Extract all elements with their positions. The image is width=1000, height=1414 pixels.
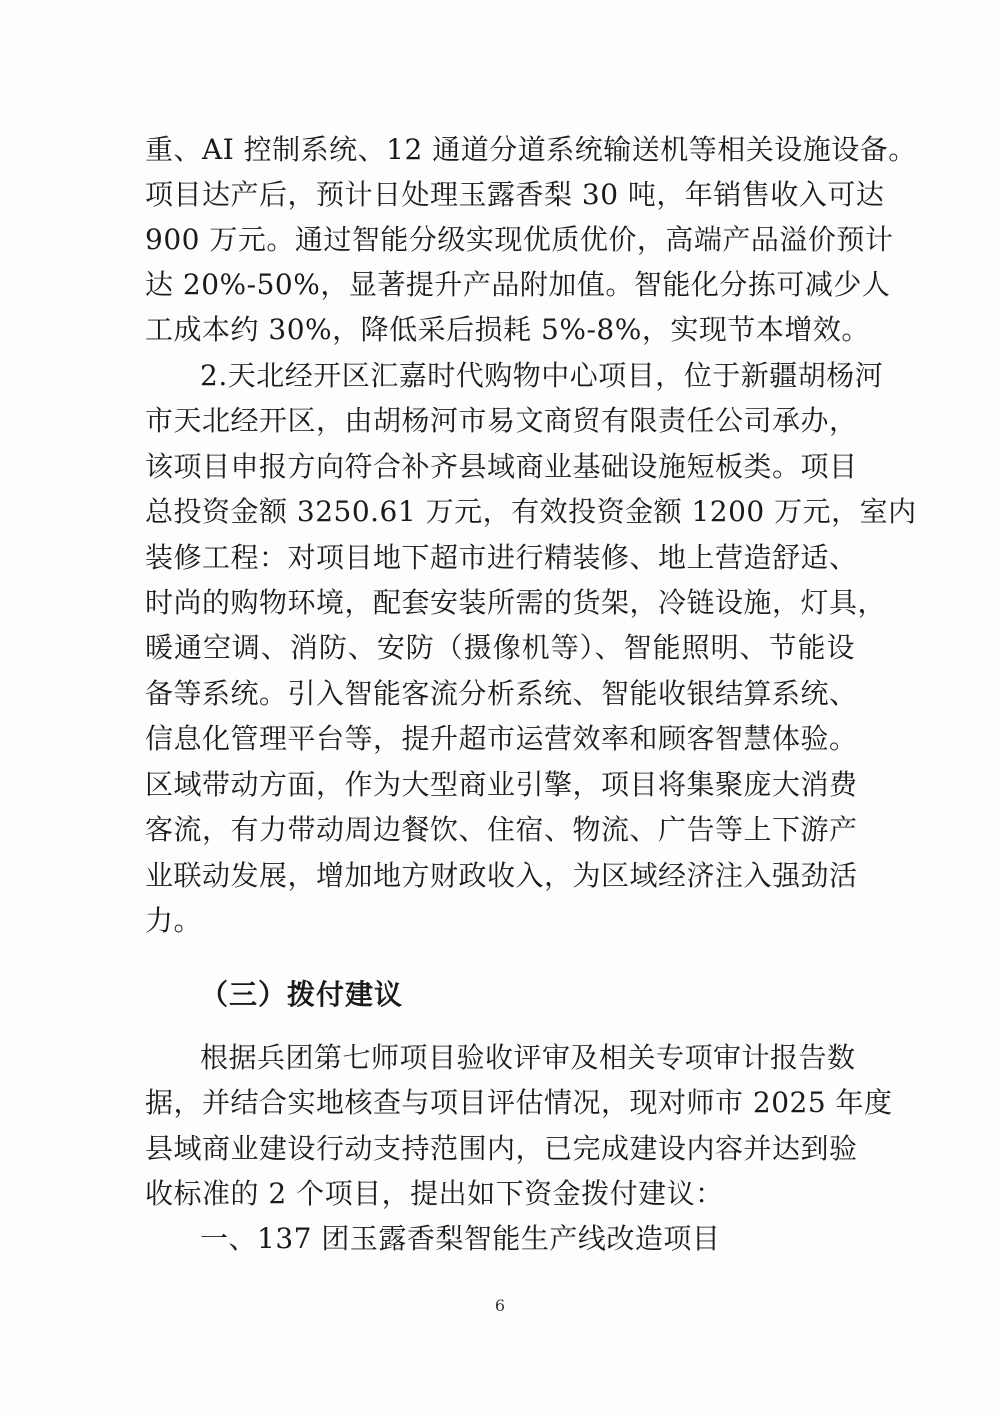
paragraph-2-line-10: 区域带动方面，作为大型商业引擎，项目将集聚庞大消费 xyxy=(145,768,858,801)
paragraph-1-line-3: 900 万元。通过智能分级实现优质优价，高端产品溢价预计 xyxy=(145,223,894,256)
paragraph-2-line-7: 暖通空调、消防、安防（摄像机等）、智能照明、节能设 xyxy=(145,631,855,664)
list-item-1: 一、137 团玉露香梨智能生产线改造项目 xyxy=(200,1222,721,1255)
paragraph-1-line-1: 重、AI 控制系统、12 通道分道系统输送机等相关设施设备。 xyxy=(145,133,917,166)
paragraph-2-line-11: 客流，有力带动周边餐饮、住宿、物流、广告等上下游产 xyxy=(145,813,858,846)
paragraph-2-line-12: 业联动发展，增加地方财政收入，为区域经济注入强劲活 xyxy=(145,859,858,892)
paragraph-2-line-8: 备等系统。引入智能客流分析系统、智能收银结算系统、 xyxy=(145,677,858,710)
paragraph-1-line-4: 达 20%-50%，显著提升产品附加值。智能化分拣可减少人 xyxy=(145,268,891,301)
paragraph-2-line-2: 市天北经开区，由胡杨河市易文商贸有限责任公司承办， xyxy=(145,404,858,437)
paragraph-2-line-1: 2.天北经开区汇嘉时代购物中心项目，位于新疆胡杨河 xyxy=(200,359,884,392)
paragraph-3-line-4: 收标准的 2 个项目，提出如下资金拨付建议： xyxy=(145,1177,724,1210)
paragraph-1-line-2: 项目达产后，预计日处理玉露香梨 30 吨，年销售收入可达 xyxy=(145,178,885,211)
paragraph-2-line-13: 力。 xyxy=(145,904,203,937)
section-heading: （三）拨付建议 xyxy=(200,978,404,1011)
page-number: 6 xyxy=(494,1296,506,1315)
paragraph-3-line-1: 根据兵团第七师项目验收评审及相关专项审计报告数 xyxy=(200,1041,856,1074)
paragraph-2-line-6: 时尚的购物环境，配套安装所需的货架，冷链设施，灯具， xyxy=(145,586,887,619)
paragraph-2-line-9: 信息化管理平台等，提升超市运营效率和顾客智慧体验。 xyxy=(145,722,858,755)
paragraph-2-line-3: 该项目申报方向符合补齐县域商业基础设施短板类。项目 xyxy=(145,450,858,483)
paragraph-3-line-2: 据，并结合实地核查与项目评估情况，现对师市 2025 年度 xyxy=(145,1086,893,1119)
paragraph-3-line-3: 县域商业建设行动支持范围内，已完成建设内容并达到验 xyxy=(145,1132,858,1165)
paragraph-2-line-4: 总投资金额 3250.61 万元，有效投资金额 1200 万元，室内 xyxy=(145,495,917,528)
paragraph-2-line-5: 装修工程：对项目地下超市进行精装修、地上营造舒适、 xyxy=(145,541,858,574)
paragraph-1-line-5: 工成本约 30%，降低采后损耗 5%-8%，实现节本增效。 xyxy=(145,313,870,346)
